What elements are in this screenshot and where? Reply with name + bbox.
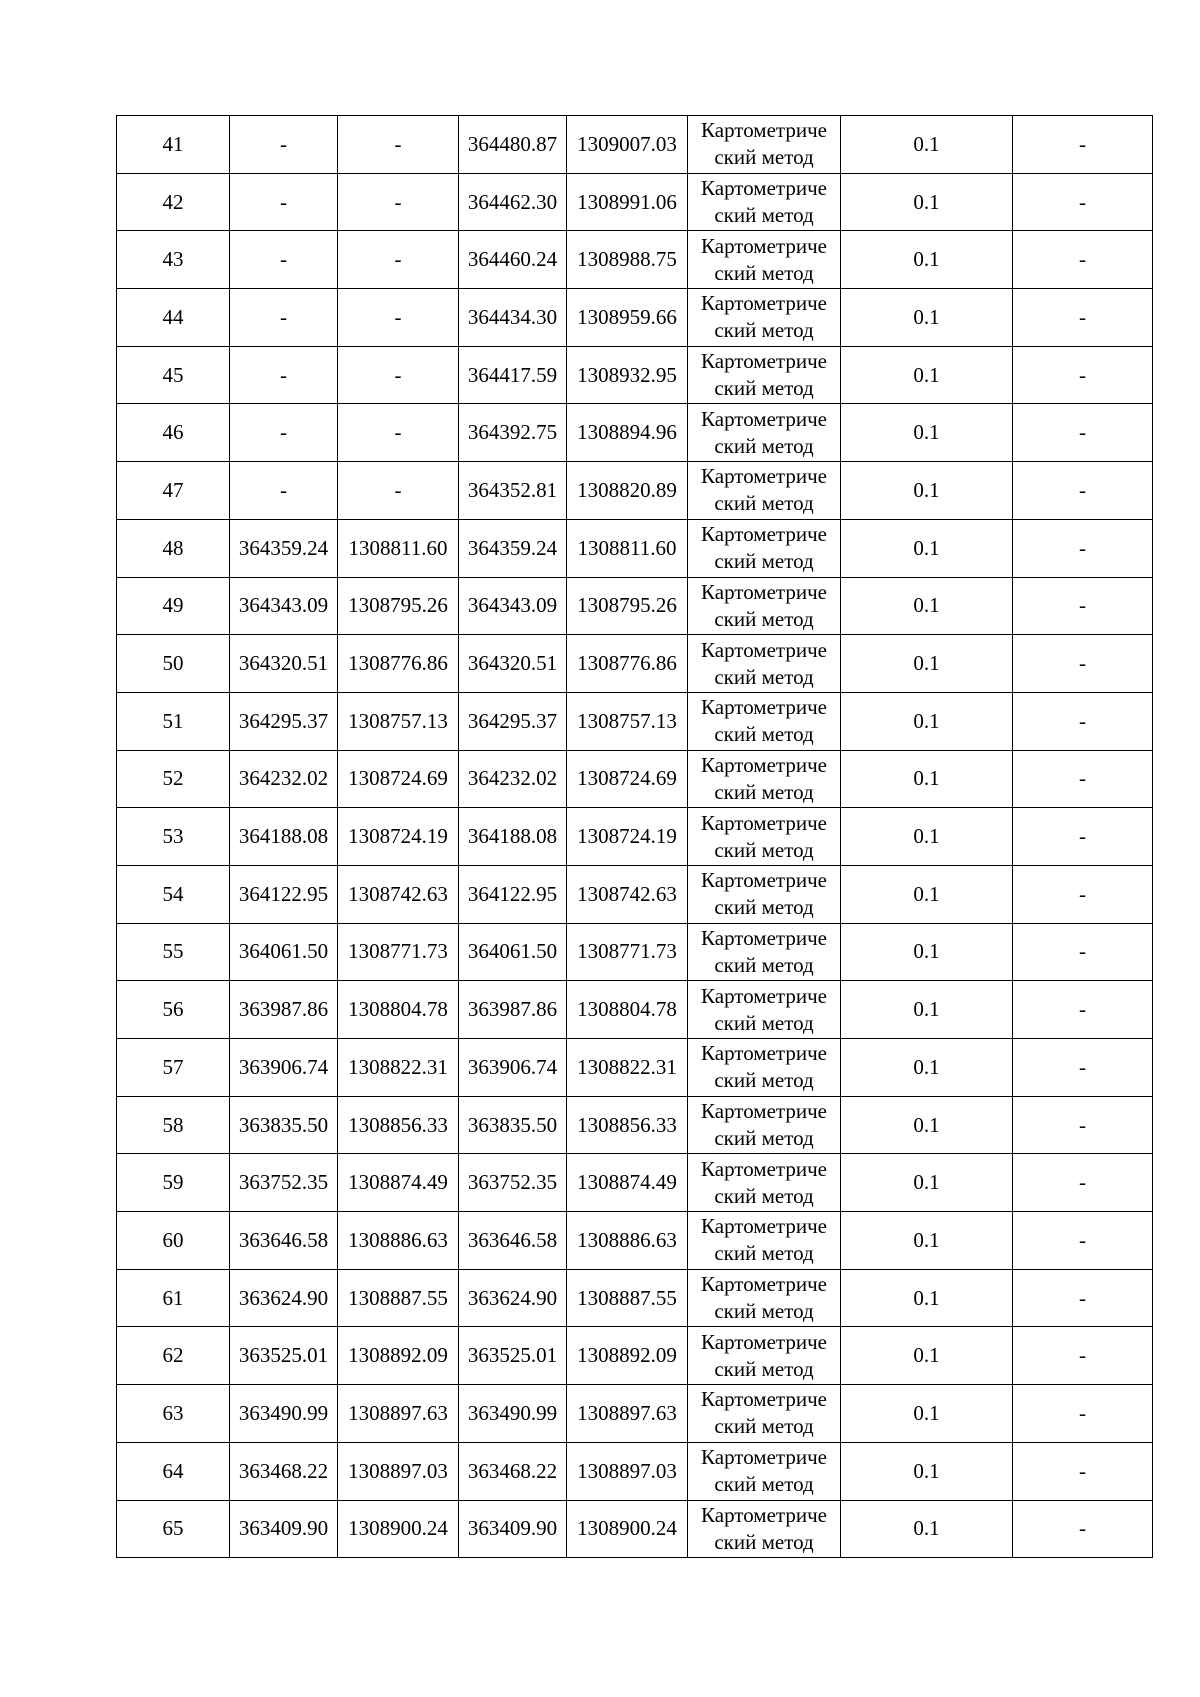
accuracy-cell: 0.1 [841,1096,1013,1154]
method-text-line-2: ский метод [714,606,814,631]
point-number-cell: 60 [117,1212,230,1270]
method-cell [688,1269,841,1327]
existing-x-cell: 363624.90 [230,1269,338,1327]
method-text-line-1: Картометриче [701,1329,827,1354]
existing-y-cell: 1308804.78 [338,981,459,1039]
existing-x-cell: 364343.09 [230,577,338,635]
method-cell [688,1385,841,1443]
table-row [117,1039,1153,1097]
method-cell [688,116,841,174]
method-text-line-1: Картометриче [701,1502,827,1527]
method-cell [688,462,841,520]
new-y-cell: 1308724.19 [567,808,688,866]
table-row [117,577,1153,635]
method-text-line-1: Картометриче [701,1445,827,1470]
note-cell: - [1013,1327,1153,1385]
new-y-cell: 1308886.63 [567,1212,688,1270]
new-x-cell: 364122.95 [459,865,567,923]
method-text-line-1: Картометриче [701,1156,827,1181]
point-number-cell: 63 [117,1385,230,1443]
point-number-cell: 54 [117,865,230,923]
new-x-cell: 363906.74 [459,1039,567,1097]
table-row [117,808,1153,866]
new-y-cell: 1308991.06 [567,173,688,231]
method-text-line-2: ский метод [714,837,814,862]
method-text-line-2: ский метод [714,1299,814,1324]
existing-x-cell: 364122.95 [230,865,338,923]
new-y-cell: 1308988.75 [567,231,688,289]
method-text-line-2: ский метод [714,491,814,516]
table-body [117,116,1153,1558]
new-y-cell: 1308795.26 [567,577,688,635]
existing-x-cell: 363835.50 [230,1096,338,1154]
point-number-cell: 43 [117,231,230,289]
existing-x-cell: 364232.02 [230,750,338,808]
accuracy-cell: 0.1 [841,692,1013,750]
point-number-cell: 57 [117,1039,230,1097]
existing-y-cell: 1308724.69 [338,750,459,808]
point-number-cell: 41 [117,116,230,174]
table-row [117,289,1153,347]
method-cell [688,981,841,1039]
new-x-cell: 363835.50 [459,1096,567,1154]
method-text-line-2: ский метод [714,549,814,574]
method-cell [688,1039,841,1097]
new-y-cell: 1308856.33 [567,1096,688,1154]
new-y-cell: 1308892.09 [567,1327,688,1385]
note-cell: - [1013,462,1153,520]
accuracy-cell: 0.1 [841,519,1013,577]
table-row [117,923,1153,981]
existing-y-cell: - [338,462,459,520]
existing-x-cell: - [230,346,338,404]
method-text-line-2: ский метод [714,1183,814,1208]
note-cell: - [1013,116,1153,174]
method-text-line-2: ский метод [714,722,814,747]
existing-y-cell: - [338,404,459,462]
new-y-cell: 1308874.49 [567,1154,688,1212]
table-row [117,173,1153,231]
new-x-cell: 364392.75 [459,404,567,462]
note-cell: - [1013,1212,1153,1270]
method-cell [688,577,841,635]
accuracy-cell: 0.1 [841,462,1013,520]
new-y-cell: 1308757.13 [567,692,688,750]
table-row [117,1327,1153,1385]
new-y-cell: 1308959.66 [567,289,688,347]
existing-x-cell: - [230,116,338,174]
table-row [117,519,1153,577]
accuracy-cell: 0.1 [841,1442,1013,1500]
existing-x-cell: 364295.37 [230,692,338,750]
method-text-line-2: ский метод [714,1068,814,1093]
note-cell: - [1013,692,1153,750]
point-number-cell: 51 [117,692,230,750]
existing-y-cell: 1308897.63 [338,1385,459,1443]
table-row [117,116,1153,174]
point-number-cell: 62 [117,1327,230,1385]
new-x-cell: 363409.90 [459,1500,567,1558]
method-text-line-1: Картометриче [701,349,827,374]
new-x-cell: 363752.35 [459,1154,567,1212]
existing-x-cell: - [230,173,338,231]
existing-y-cell: - [338,289,459,347]
new-y-cell: 1308900.24 [567,1500,688,1558]
existing-x-cell: 363409.90 [230,1500,338,1558]
new-x-cell: 364061.50 [459,923,567,981]
method-text-line-1: Картометриче [701,291,827,316]
table-row [117,404,1153,462]
method-text-line-2: ский метод [714,376,814,401]
note-cell: - [1013,1096,1153,1154]
method-cell [688,692,841,750]
method-cell [688,1500,841,1558]
new-x-cell: 364359.24 [459,519,567,577]
method-text-line-2: ский метод [714,203,814,228]
method-text-line-2: ский метод [714,260,814,285]
method-cell [688,808,841,866]
existing-y-cell: - [338,231,459,289]
method-text-line-2: ский метод [714,895,814,920]
new-x-cell: 363987.86 [459,981,567,1039]
new-x-cell: 363646.58 [459,1212,567,1270]
new-x-cell: 363525.01 [459,1327,567,1385]
existing-y-cell: 1308822.31 [338,1039,459,1097]
point-number-cell: 65 [117,1500,230,1558]
accuracy-cell: 0.1 [841,289,1013,347]
method-text-line-1: Картометриче [701,983,827,1008]
new-y-cell: 1308811.60 [567,519,688,577]
method-cell [688,231,841,289]
table-row [117,981,1153,1039]
method-cell [688,1212,841,1270]
method-text-line-1: Картометриче [701,1272,827,1297]
table-row [117,346,1153,404]
method-text-line-1: Картометриче [701,925,827,950]
new-y-cell: 1308894.96 [567,404,688,462]
new-y-cell: 1308820.89 [567,462,688,520]
existing-x-cell: 363525.01 [230,1327,338,1385]
new-x-cell: 364343.09 [459,577,567,635]
method-text-line-2: ский метод [714,1472,814,1497]
new-x-cell: 364480.87 [459,116,567,174]
method-text-line-2: ский метод [714,1356,814,1381]
existing-x-cell: 364188.08 [230,808,338,866]
note-cell: - [1013,404,1153,462]
existing-x-cell: 363646.58 [230,1212,338,1270]
point-number-cell: 52 [117,750,230,808]
table-row [117,1442,1153,1500]
new-x-cell: 364320.51 [459,635,567,693]
point-number-cell: 64 [117,1442,230,1500]
method-text-line-1: Картометриче [701,637,827,662]
method-text-line-2: ский метод [714,1010,814,1035]
method-text-line-1: Картометриче [701,233,827,258]
existing-y-cell: - [338,173,459,231]
existing-x-cell: 363752.35 [230,1154,338,1212]
existing-y-cell: 1308900.24 [338,1500,459,1558]
method-text-line-1: Картометриче [701,1099,827,1124]
point-number-cell: 47 [117,462,230,520]
note-cell: - [1013,981,1153,1039]
new-y-cell: 1308887.55 [567,1269,688,1327]
point-number-cell: 48 [117,519,230,577]
method-cell [688,1154,841,1212]
new-x-cell: 364417.59 [459,346,567,404]
accuracy-cell: 0.1 [841,750,1013,808]
method-text-line-1: Картометриче [701,118,827,143]
existing-y-cell: 1308886.63 [338,1212,459,1270]
new-x-cell: 364434.30 [459,289,567,347]
point-number-cell: 53 [117,808,230,866]
accuracy-cell: 0.1 [841,1154,1013,1212]
existing-y-cell: 1308856.33 [338,1096,459,1154]
note-cell: - [1013,923,1153,981]
new-y-cell: 1308932.95 [567,346,688,404]
point-number-cell: 50 [117,635,230,693]
table-row [117,462,1153,520]
method-text-line-1: Картометриче [701,695,827,720]
existing-y-cell: 1308757.13 [338,692,459,750]
table-row [117,1500,1153,1558]
method-cell [688,1096,841,1154]
method-text-line-1: Картометриче [701,464,827,489]
new-y-cell: 1308771.73 [567,923,688,981]
existing-y-cell: 1308874.49 [338,1154,459,1212]
existing-y-cell: - [338,116,459,174]
method-cell [688,865,841,923]
accuracy-cell: 0.1 [841,981,1013,1039]
method-cell [688,289,841,347]
accuracy-cell: 0.1 [841,865,1013,923]
existing-x-cell: 364320.51 [230,635,338,693]
note-cell: - [1013,346,1153,404]
new-y-cell: 1308776.86 [567,635,688,693]
existing-y-cell: 1308771.73 [338,923,459,981]
accuracy-cell: 0.1 [841,1269,1013,1327]
method-cell [688,404,841,462]
point-number-cell: 59 [117,1154,230,1212]
method-cell [688,1327,841,1385]
note-cell: - [1013,635,1153,693]
existing-x-cell: - [230,462,338,520]
existing-y-cell: 1308742.63 [338,865,459,923]
table-row [117,1269,1153,1327]
existing-y-cell: 1308776.86 [338,635,459,693]
method-text-line-1: Картометриче [701,810,827,835]
method-cell [688,173,841,231]
method-text-line-2: ский метод [714,145,814,170]
table-row [117,692,1153,750]
method-text-line-1: Картометриче [701,868,827,893]
method-text-line-1: Картометриче [701,752,827,777]
method-text-line-1: Картометриче [701,176,827,201]
accuracy-cell: 0.1 [841,116,1013,174]
note-cell: - [1013,1442,1153,1500]
new-y-cell: 1308724.69 [567,750,688,808]
method-cell [688,346,841,404]
note-cell: - [1013,865,1153,923]
method-cell [688,923,841,981]
method-text-line-2: ский метод [714,952,814,977]
existing-x-cell: 364359.24 [230,519,338,577]
note-cell: - [1013,231,1153,289]
existing-x-cell: - [230,289,338,347]
point-number-cell: 42 [117,173,230,231]
note-cell: - [1013,173,1153,231]
accuracy-cell: 0.1 [841,1327,1013,1385]
accuracy-cell: 0.1 [841,1212,1013,1270]
coordinates-table [116,115,1153,1558]
existing-x-cell: 363468.22 [230,1442,338,1500]
point-number-cell: 55 [117,923,230,981]
new-x-cell: 363490.99 [459,1385,567,1443]
note-cell: - [1013,808,1153,866]
new-x-cell: 364232.02 [459,750,567,808]
method-cell [688,750,841,808]
new-y-cell: 1308804.78 [567,981,688,1039]
accuracy-cell: 0.1 [841,1039,1013,1097]
new-y-cell: 1308897.03 [567,1442,688,1500]
existing-y-cell: 1308887.55 [338,1269,459,1327]
new-y-cell: 1308742.63 [567,865,688,923]
new-y-cell: 1308897.63 [567,1385,688,1443]
note-cell: - [1013,289,1153,347]
note-cell: - [1013,1269,1153,1327]
table-row [117,231,1153,289]
point-number-cell: 61 [117,1269,230,1327]
table-row [117,1154,1153,1212]
method-cell [688,519,841,577]
accuracy-cell: 0.1 [841,808,1013,866]
new-y-cell: 1309007.03 [567,116,688,174]
note-cell: - [1013,577,1153,635]
method-text-line-1: Картометриче [701,1041,827,1066]
note-cell: - [1013,1154,1153,1212]
accuracy-cell: 0.1 [841,404,1013,462]
method-text-line-2: ский метод [714,1529,814,1554]
table-row [117,1096,1153,1154]
note-cell: - [1013,750,1153,808]
point-number-cell: 44 [117,289,230,347]
table-row [117,1212,1153,1270]
note-cell: - [1013,1385,1153,1443]
method-text-line-2: ский метод [714,1241,814,1266]
new-y-cell: 1308822.31 [567,1039,688,1097]
new-x-cell: 364295.37 [459,692,567,750]
point-number-cell: 46 [117,404,230,462]
method-text-line-1: Картометриче [701,522,827,547]
method-cell [688,635,841,693]
method-text-line-1: Картометриче [701,406,827,431]
method-text-line-2: ский метод [714,779,814,804]
existing-x-cell: - [230,404,338,462]
new-x-cell: 364352.81 [459,462,567,520]
existing-x-cell: 364061.50 [230,923,338,981]
table-row [117,865,1153,923]
existing-y-cell: - [338,346,459,404]
accuracy-cell: 0.1 [841,231,1013,289]
new-x-cell: 363468.22 [459,1442,567,1500]
accuracy-cell: 0.1 [841,173,1013,231]
table-row [117,635,1153,693]
existing-x-cell: 363987.86 [230,981,338,1039]
method-text-line-2: ский метод [714,664,814,689]
accuracy-cell: 0.1 [841,1385,1013,1443]
existing-y-cell: 1308811.60 [338,519,459,577]
existing-x-cell: 363906.74 [230,1039,338,1097]
method-text-line-1: Картометриче [701,1214,827,1239]
new-x-cell: 364462.30 [459,173,567,231]
point-number-cell: 49 [117,577,230,635]
existing-y-cell: 1308892.09 [338,1327,459,1385]
accuracy-cell: 0.1 [841,577,1013,635]
method-text-line-2: ский метод [714,433,814,458]
method-text-line-1: Картометриче [701,1387,827,1412]
existing-y-cell: 1308795.26 [338,577,459,635]
existing-y-cell: 1308897.03 [338,1442,459,1500]
note-cell: - [1013,519,1153,577]
accuracy-cell: 0.1 [841,635,1013,693]
point-number-cell: 45 [117,346,230,404]
table-row [117,1385,1153,1443]
existing-x-cell: - [230,231,338,289]
accuracy-cell: 0.1 [841,1500,1013,1558]
existing-y-cell: 1308724.19 [338,808,459,866]
method-cell [688,1442,841,1500]
table-row [117,750,1153,808]
method-text-line-2: ский метод [714,1126,814,1151]
method-text-line-2: ский метод [714,1414,814,1439]
new-x-cell: 363624.90 [459,1269,567,1327]
new-x-cell: 364460.24 [459,231,567,289]
method-text-line-2: ский метод [714,318,814,343]
existing-x-cell: 363490.99 [230,1385,338,1443]
new-x-cell: 364188.08 [459,808,567,866]
point-number-cell: 56 [117,981,230,1039]
note-cell: - [1013,1500,1153,1558]
note-cell: - [1013,1039,1153,1097]
point-number-cell: 58 [117,1096,230,1154]
accuracy-cell: 0.1 [841,923,1013,981]
method-text-line-1: Картометриче [701,579,827,604]
accuracy-cell: 0.1 [841,346,1013,404]
